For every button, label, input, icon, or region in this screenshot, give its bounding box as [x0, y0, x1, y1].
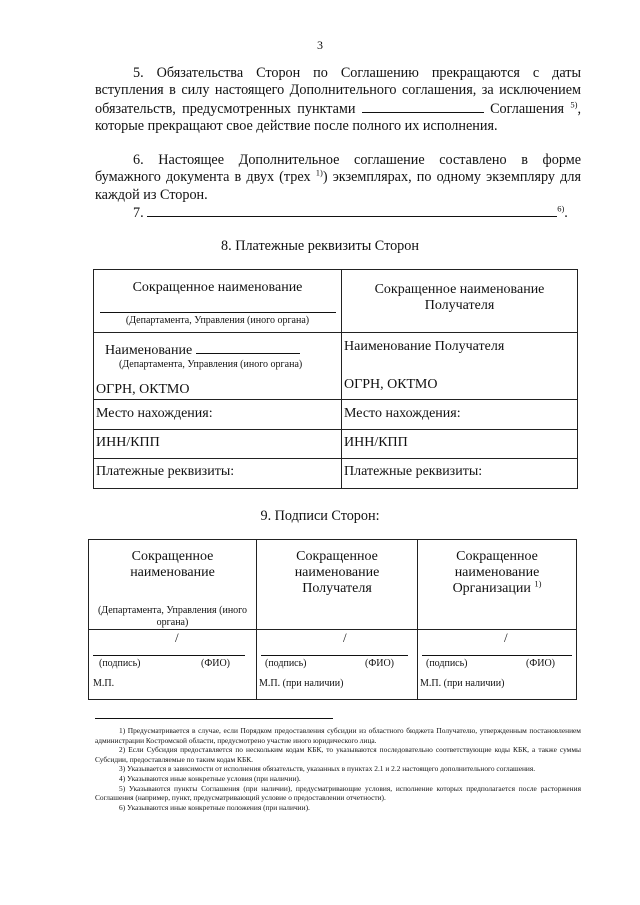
clause-7-footnote-ref: 6): [557, 203, 565, 214]
right-name-cell: [342, 333, 578, 400]
sig-col1-slash: /: [175, 630, 179, 645]
sig-col2-sign-cell: [257, 630, 418, 700]
sig-col1-sign-label: (подпись): [99, 658, 141, 669]
left-location: Место нахождения:: [96, 406, 213, 421]
section-9-title: 9. Подписи Сторон:: [260, 508, 380, 524]
clause-5-blank: [362, 100, 484, 113]
sig-col3-header-cell: [418, 540, 577, 630]
left-inn-cell: [94, 430, 342, 459]
sig-col1-header-cell: [89, 540, 257, 630]
right-payment-cell: [342, 459, 578, 489]
clause-7-period: .: [564, 205, 568, 221]
sig-col2-sign-label: (подпись): [265, 658, 307, 669]
footnote-3: 3) Указывается в зависимости от исполнения обязательств, указанных в пунктах 2.1 и 2.2 настоящего дополнительного соглашения.: [119, 764, 536, 774]
sig-col3-header: Сокращенное наименование Организации: [452, 549, 540, 596]
sig-col2-slash: /: [343, 630, 347, 645]
sig-col3-line: [422, 641, 572, 656]
clause-5-text: 5. Обязательства Сторон по Соглашению прекращаются с даты вступления в силу настоящего Дополнительного соглашения, за исключением обязательств, предусмотренных пунктами: [95, 65, 581, 117]
section-8-title: 8. Платежные реквизиты Сторон: [221, 238, 419, 254]
sig-col1-line: [93, 641, 245, 656]
right-ogrn: ОГРН, ОКТМО: [344, 377, 438, 392]
sig-col1-header: Сокращенное наименование: [130, 549, 215, 580]
sig-col1-mp: М.П.: [93, 678, 115, 689]
left-name-note: (Департамента, Управления (иного органа): [119, 359, 303, 370]
footnote-separator: [95, 718, 333, 719]
sig-col3-sign-cell: [418, 630, 577, 700]
clause-5-text-c: , которые прекращают свое действие после полного их исполнения.: [95, 100, 581, 135]
clause-7-number: 7.: [133, 205, 144, 221]
sig-col3-fio-label: (ФИО): [526, 658, 556, 669]
right-location: Место нахождения:: [344, 406, 461, 421]
left-header-cell: [94, 270, 342, 333]
sig-col2-header-cell: [257, 540, 418, 630]
page-number: 3: [317, 38, 323, 52]
right-header-label: Сокращенное наименование Получателя: [374, 282, 545, 313]
sig-col2-fio-label: (ФИО): [365, 658, 395, 669]
clause-6: [95, 152, 581, 204]
sig-col3-mp: М.П. (при наличии): [420, 678, 505, 689]
sig-col3-sign-label: (подпись): [426, 658, 468, 669]
payment-details-table: [93, 269, 578, 489]
right-header-cell: [342, 270, 578, 333]
sig-col1-sign-cell: [89, 630, 257, 700]
right-payment: Платежные реквизиты:: [344, 464, 483, 479]
clause-7-blank: [147, 204, 557, 217]
left-ogrn: ОГРН, ОКТМО: [96, 382, 190, 397]
right-name-label: Наименование Получателя: [344, 339, 505, 354]
left-header-note: (Департамента, Управления (иного органа): [125, 315, 310, 326]
left-name-blank: [196, 341, 300, 354]
sig-col1-fio-label: (ФИО): [201, 658, 231, 669]
clause-7: [133, 204, 581, 222]
signatures-table: [88, 539, 577, 700]
footnote-1: 1) Предусматривается в случае, если Порядком предоставления субсидии из областного бюджета Получателю, утвержденным постановлением администрации Костромской области, предусмотрено участие иного юридического лица.: [95, 726, 581, 745]
sig-col2-mp: М.П. (при наличии): [259, 678, 344, 689]
left-name-label: Наименование: [105, 343, 193, 358]
sig-col3-footnote-ref: 1): [534, 578, 542, 589]
clause-6-footnote-ref: 1): [315, 167, 323, 178]
left-header-blank: [100, 296, 336, 313]
clause-5: [95, 65, 581, 136]
footnote-2: 2) Если Субсидия предоставляется по нескольким кодам КБК, то указываются последовательно соответствующие коды КБК, а также суммы Субсидии, предоставляемые по таким кодам КБК.: [95, 745, 581, 764]
right-inn: ИНН/КПП: [344, 435, 408, 450]
sig-col3-slash: /: [504, 630, 508, 645]
left-name-cell: [94, 333, 342, 400]
clause-5-footnote-ref: 5): [570, 99, 578, 110]
left-payment: Платежные реквизиты:: [96, 464, 235, 479]
clause-5-text-b: Соглашения: [490, 100, 565, 117]
sig-col2-line: [261, 641, 408, 656]
footnotes: [95, 726, 581, 812]
right-inn-cell: [342, 430, 578, 459]
clause-6-text-b: ) экземплярах, по одному экземпляру для каждой из Сторон.: [95, 169, 582, 203]
left-inn: ИНН/КПП: [96, 435, 160, 450]
right-location-cell: [342, 400, 578, 430]
sig-col2-header: Сокращенное наименование Получателя: [294, 549, 380, 596]
footnote-4: 4) Указываются иные конкретные условия (при наличии).: [119, 773, 301, 783]
sig-col1-note: (Департамента, Управления (иного органа): [97, 605, 248, 628]
clause-6-text: 6. Настоящее Дополнительное соглашение составлено в форме бумажного документа в двух (трех: [95, 152, 581, 186]
footnote-5: 5) Указываются пункты Соглашения (при наличии), предусматривающие условия, исполнение которых предполагается после расторжения Соглашения (например, пункт, предусматривающий условие о предоставлении отчетности).: [95, 783, 581, 803]
left-payment-cell: [94, 459, 342, 489]
footnote-6: 6) Указываются иные конкретные положения (при наличии).: [119, 802, 310, 812]
left-location-cell: [94, 400, 342, 430]
left-header-label: Сокращенное наименование: [132, 280, 303, 295]
